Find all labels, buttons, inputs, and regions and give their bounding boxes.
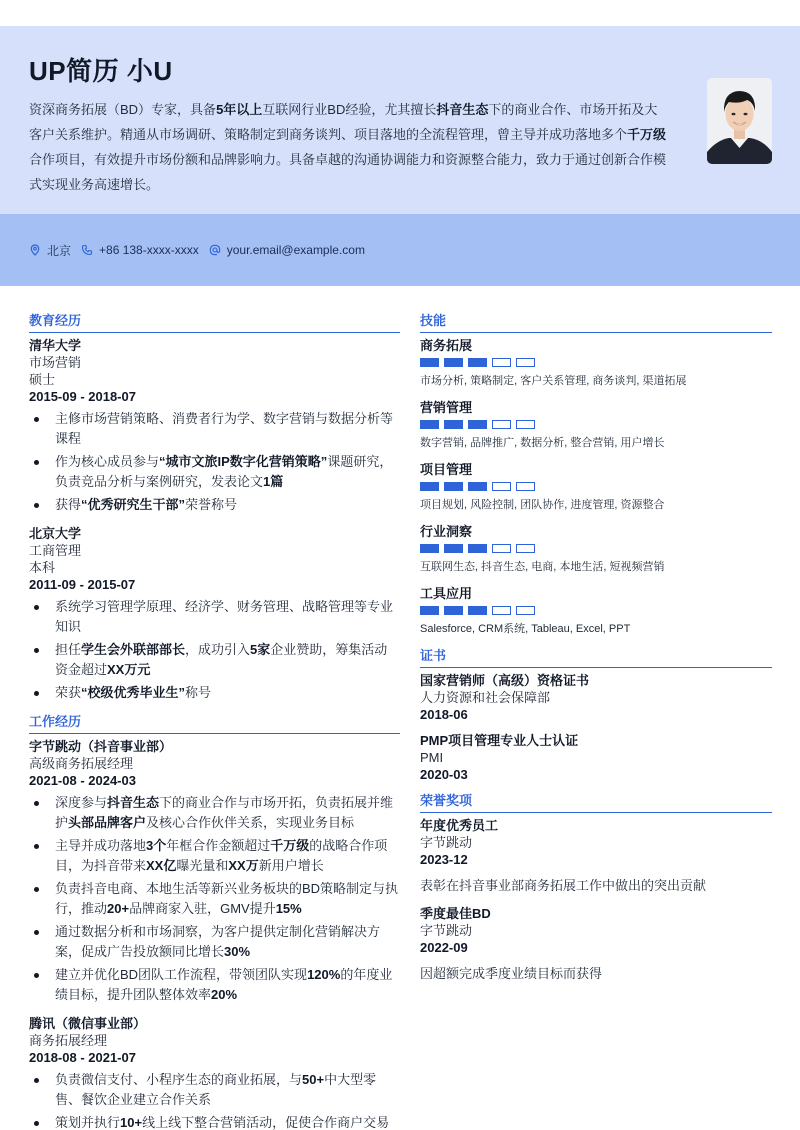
skill-level-empty	[492, 420, 511, 429]
body-text: 担任	[55, 642, 82, 657]
highlight-text: 50+	[302, 1072, 325, 1087]
bullet-item	[29, 836, 400, 876]
body-text: 及核心合作伙伴关系，实现业务目标	[146, 815, 355, 830]
email-text: your.email@example.com	[226, 243, 365, 257]
body-text: 资深商务拓展（BD）专家，具备	[29, 102, 217, 117]
skill-level-filled	[420, 482, 439, 491]
section-title-awards: 荣誉奖项	[420, 792, 772, 813]
body-text: 负责抖音电商、本地生活等新兴业务板块的BD策略制定与执行，推动	[55, 881, 399, 916]
body-text: 作为核心成员参与	[55, 454, 160, 469]
date-range: 2011-09 - 2015-07	[29, 577, 136, 592]
contact-bar	[0, 214, 800, 286]
education-entry	[29, 337, 400, 515]
highlight-text: 120%	[307, 967, 341, 982]
school-name: 北京大学	[29, 526, 82, 541]
highlight-text: 10+	[120, 1115, 143, 1130]
bullet-item	[29, 452, 400, 492]
award-date: 2023-12	[420, 852, 468, 867]
skill-name: 工具应用	[420, 586, 473, 601]
highlight-text: “优秀研究生干部”	[81, 497, 186, 512]
cert-list	[420, 672, 772, 784]
skill-name: 商务拓展	[420, 338, 473, 353]
section-title-education: 教育经历	[29, 312, 400, 333]
bullet-item	[29, 495, 400, 515]
body-text: 荣获	[55, 685, 82, 700]
left-column	[29, 312, 400, 1130]
education-entry	[29, 525, 400, 703]
body-text: 下的商业合作、市场开拓及大客户关系维护。精通从市场调研、策略制定到商务谈判、项目落地的全流程管理，曾主导并成功落地多个	[29, 102, 658, 142]
highlight-text: 20%	[211, 987, 238, 1002]
award-entry	[420, 905, 772, 983]
award-description: 表彰在抖音事业部商务拓展工作中做出的突出贡献	[420, 878, 707, 893]
location-text: 北京	[47, 243, 72, 258]
bullet-item	[29, 922, 400, 962]
bullet-item	[29, 409, 400, 449]
body-text: 合作项目，有效提升市场份额和品牌影响力。具备卓越的沟通协调能力和资源整合能力，致力于通过创新合作模式实现业务高速增长。	[29, 152, 667, 192]
bullet-list	[29, 793, 400, 1005]
right-column	[420, 312, 772, 993]
highlight-text: 30%	[224, 944, 251, 959]
major: 市场营销	[29, 355, 82, 370]
job-title: 商务拓展经理	[29, 1033, 108, 1048]
body-text: ，成功引入	[185, 642, 251, 657]
skill-name: 项目管理	[420, 462, 473, 477]
body-text: 互联网行业BD经验，尤其擅长	[262, 102, 437, 117]
highlight-text: “校级优秀毕业生”	[81, 685, 186, 700]
body-text: 建立并优化BD团队工作流程，带领团队实现	[55, 967, 308, 982]
phone-text: +86 138-xxxx-xxxx	[99, 243, 199, 257]
body-text: 深度参与	[55, 795, 108, 810]
bullet-item	[29, 793, 400, 833]
body-text: 系统学习管理学原理、经济学、财务管理、战略管理等专业知识	[55, 599, 394, 634]
award-list	[420, 817, 772, 983]
highlight-text: XX万	[228, 858, 259, 873]
contact-location	[29, 242, 71, 259]
body-text: 的年度业绩目标，提升团队整体效率	[55, 967, 393, 1002]
work-list	[29, 738, 400, 1130]
skill-name: 营销管理	[420, 400, 473, 415]
body-text: 主导并成功落地	[55, 838, 147, 853]
skill-keywords: 项目规划, 风险控制, 团队协作, 进度管理, 资源整合	[420, 499, 665, 511]
contact-phone[interactable]	[81, 243, 199, 257]
highlight-text: 5家	[250, 642, 271, 657]
skill-level-empty	[492, 544, 511, 553]
avatar	[707, 78, 772, 164]
date-range: 2021-08 - 2024-03	[29, 773, 136, 788]
bullet-list	[29, 597, 400, 703]
award-date: 2022-09	[420, 940, 468, 955]
cert-entry	[420, 672, 772, 724]
bullet-item	[29, 1113, 400, 1130]
section-title-skills: 技能	[420, 312, 772, 333]
skill-list	[420, 337, 772, 637]
body-text: 主修市场营销策略、消费者行为学、数字营销与数据分析等课程	[55, 411, 394, 446]
cert-date: 2018-06	[420, 707, 468, 722]
highlight-text: 学生会外联部部长	[81, 642, 186, 657]
skill-level-filled	[468, 358, 487, 367]
award-org: 字节跳动	[420, 923, 473, 938]
body-text: 的战略合作项目，为抖音带来	[55, 838, 388, 873]
body-text: 通过数据分析和市场洞察，为客户提供定制化营销解决方案，促成广告投放额同比增长	[55, 924, 381, 959]
work-entry	[29, 738, 400, 1005]
bullet-list	[29, 1070, 400, 1130]
contact-email[interactable]	[209, 243, 365, 257]
skill-entry	[420, 585, 772, 637]
bullet-list	[29, 409, 400, 515]
degree: 本科	[29, 560, 56, 575]
skill-level-empty	[516, 358, 535, 367]
skill-level-filled	[468, 420, 487, 429]
bullet-item	[29, 965, 400, 1005]
body-text: 曝光量和	[176, 858, 229, 873]
skill-level-empty	[492, 482, 511, 491]
skill-entry	[420, 337, 772, 389]
highlight-text: 1篇	[263, 474, 284, 489]
resume-header	[0, 26, 800, 214]
skill-entry	[420, 523, 772, 575]
award-name: 季度最佳BD	[420, 906, 491, 921]
body-text: 企业赞助，筹集活动资金超过	[55, 642, 388, 677]
skill-level-filled	[444, 420, 463, 429]
highlight-text: 千万级	[270, 838, 310, 853]
highlight-text: 5年以上	[216, 102, 263, 117]
company-name: 腾讯（微信事业部）	[29, 1016, 147, 1031]
skill-level-empty	[492, 358, 511, 367]
highlight-text: 3个	[146, 838, 167, 853]
degree: 硕士	[29, 372, 56, 387]
top-strip	[0, 0, 800, 26]
skill-level-filled	[468, 482, 487, 491]
highlight-text: XX亿	[146, 858, 177, 873]
body-text: 获得	[55, 497, 82, 512]
section-title-work: 工作经历	[29, 713, 400, 734]
highlight-text: 15%	[275, 901, 302, 916]
body-text: 荣誉称号	[185, 497, 238, 512]
skill-level-filled	[420, 358, 439, 367]
cert-entry	[420, 732, 772, 784]
skill-level-filled	[444, 606, 463, 615]
skill-level-filled	[444, 358, 463, 367]
cert-issuer: 人力资源和社会保障部	[420, 690, 551, 705]
education-list	[29, 337, 400, 703]
body-text: 称号	[185, 685, 212, 700]
skill-level-filled	[420, 544, 439, 553]
body-text: 负责微信支付、小程序生态的商业拓展，与	[55, 1072, 303, 1087]
skill-level-filled	[420, 606, 439, 615]
date-range: 2018-08 - 2021-07	[29, 1050, 136, 1065]
skill-level-bar	[420, 482, 772, 491]
phone-icon	[81, 244, 93, 256]
award-entry	[420, 817, 772, 895]
bullet-item	[29, 640, 400, 680]
highlight-text: 抖音生态	[107, 795, 160, 810]
major: 工商管理	[29, 543, 82, 558]
skill-level-empty	[516, 606, 535, 615]
skill-entry	[420, 461, 772, 513]
highlight-text: 头部品牌客户	[68, 815, 147, 830]
skill-level-empty	[492, 606, 511, 615]
skill-level-bar	[420, 606, 772, 615]
skill-level-bar	[420, 358, 772, 367]
skill-level-bar	[420, 420, 772, 429]
location-pin-icon	[29, 244, 41, 256]
school-name: 清华大学	[29, 338, 82, 353]
body-text: 策划并执行	[55, 1115, 121, 1130]
cert-issuer: PMI	[420, 750, 444, 765]
body-text: 线上线下整合营销活动，促使合作商户交易	[142, 1115, 390, 1130]
body-text: 下的商业合作与市场开拓，负责拓展并维护	[55, 795, 394, 830]
skill-level-filled	[444, 482, 463, 491]
cert-name: 国家营销师（高级）资格证书	[420, 673, 590, 688]
bullet-item	[29, 879, 400, 919]
date-range: 2015-09 - 2018-07	[29, 389, 136, 404]
skill-level-filled	[468, 606, 487, 615]
highlight-text: XX万元	[107, 662, 151, 677]
cert-date: 2020-03	[420, 767, 468, 782]
bullet-item	[29, 683, 400, 703]
skill-level-bar	[420, 544, 772, 553]
skill-keywords: 数字营销, 品牌推广, 数据分析, 整合营销, 用户增长	[420, 437, 665, 449]
highlight-text: “城市文旅IP数字化营销策略”	[159, 454, 328, 469]
award-description: 因超额完成季度业绩目标而获得	[420, 966, 603, 981]
skill-name: 行业洞察	[420, 524, 473, 539]
cert-name: PMP项目管理专业人士认证	[420, 733, 579, 748]
body-text: 年框合作金额超过	[166, 838, 271, 853]
skill-level-filled	[444, 544, 463, 553]
work-entry	[29, 1015, 400, 1130]
bullet-item	[29, 1070, 400, 1110]
skill-level-empty	[516, 482, 535, 491]
skill-keywords: Salesforce, CRM系统, Tableau, Excel, PPT	[420, 623, 631, 635]
bullet-item	[29, 597, 400, 637]
skill-level-filled	[468, 544, 487, 553]
body-text: 新用户增长	[258, 858, 324, 873]
highlight-text: 20+	[107, 901, 130, 916]
skill-level-filled	[420, 420, 439, 429]
section-title-certs: 证书	[420, 647, 772, 668]
award-org: 字节跳动	[420, 835, 473, 850]
body-text: 课题研究，负责竞品分析与案例研究，发表论文	[55, 454, 393, 489]
profile-summary	[29, 97, 670, 197]
candidate-name: UP简历 小U	[29, 56, 173, 86]
job-title: 高级商务拓展经理	[29, 756, 134, 771]
body-text: 品牌商家入驻，GMV提升	[129, 901, 276, 916]
skill-entry	[420, 399, 772, 451]
company-name: 字节跳动（抖音事业部）	[29, 739, 173, 754]
highlight-text: 抖音生态	[436, 102, 489, 117]
body-text: 中大型零售、餐饮企业建立合作关系	[55, 1072, 377, 1107]
highlight-text: 千万级	[627, 127, 667, 142]
skill-keywords: 互联网生态, 抖音生态, 电商, 本地生活, 短视频营销	[420, 561, 665, 573]
award-name: 年度优秀员工	[420, 818, 499, 833]
skill-level-empty	[516, 544, 535, 553]
skill-level-empty	[516, 420, 535, 429]
at-sign-icon	[209, 244, 221, 256]
skill-keywords: 市场分析, 策略制定, 客户关系管理, 商务谈判, 渠道拓展	[420, 375, 687, 387]
